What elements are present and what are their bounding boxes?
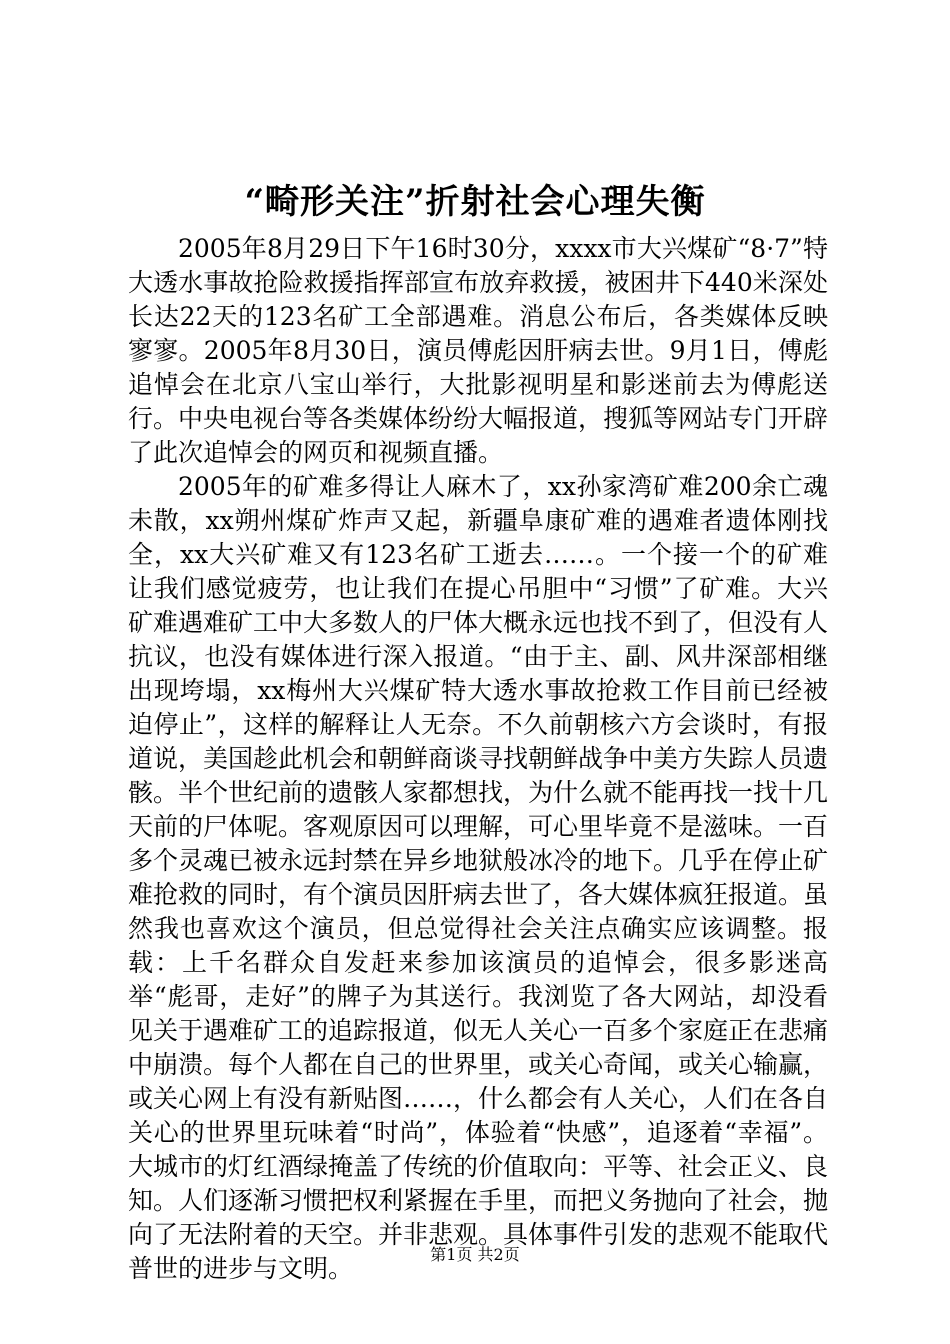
document-body bbox=[128, 232, 828, 1286]
document-title: “畸形关注”折射社会心理失衡 bbox=[244, 182, 706, 222]
body-paragraph-2: 2005年的矿难多得让人麻木了，xx孙家湾矿难200余亡魂未散，xx朔州煤矿炸声又起，新疆阜康矿难的遇难者遗体刚找全，xx大兴矿难又有123名矿工逝去……。一个接一个的矿难让我们感觉疲劳，也让我们在提心吊胆中“习惯”了矿难。大兴矿难遇难矿工中大多数人的尸体大概永远也找不到了，但没有人抗议，也没有媒体进行深入报道。“由于主、副、风井深部相继出现垮塌，xx梅州大兴煤矿特大透水事故抢救工作目前已经被迫停止”，这样的解释让人无奈。不久前朝核六方会谈时，有报道说，美国趁此机会和朝鲜商谈寻找朝鲜战争中美方失踪人员遗骸。半个世纪前的遗骸人家都想找，为什么就不能再找一找十几天前的尸体呢。客观原因可以理解，可心里毕竟不是滋味。一百多个灵魂已被永远封禁在异乡地狱般冰冷的地下。几乎在停止矿难抢救的同时，有个演员因肝病去世了，各大媒体疯狂报道。虽然我也喜欢这个演员，但总觉得社会关注点确实应该调整。报载：上千名群众自发赶来参加该演员的追悼会，很多影迷高举“彪哥，走好”的牌子为其送行。我浏览了各大网站，却没看见关于遇难矿工的追踪报道，似无人关心一百多个家庭正在悲痛中崩溃。每个人都在自己的世界里，或关心奇闻，或关心输赢，或关心网上有没有新贴图……，什么都会有人关心，人们在各自关心的世界里玩味着“时尚”，体验着“快感”，追逐着“幸福”。大城市的灯红酒绿掩盖了传统的价值取向：平等、社会正义、良知。人们逐渐习惯把权利紧握在手里，而把义务抛向了社会，抛向了无法附着的天空。并非悲观。具体事件引发的悲观不能取代普世的进步与文明。 bbox=[128, 472, 829, 1283]
page-number-footer: 第1页 共2页 bbox=[430, 1245, 520, 1264]
body-paragraph-1: 2005年8月29日下午16时30分，xxxx市大兴煤矿“8·7”特大透水事故抢险救援指挥部宣布放弃救援，被困井下440米深处长达22天的123名矿工全部遇难。消息公布后，各类媒体反映寥寥。2005年8月30日，演员傅彪因肝病去世。9月1日，傅彪追悼会在北京八宝山举行，大批影视明星和影迷前去为傅彪送行。中央电视台等各类媒体纷纷大幅报道，搜狐等网站专门开辟了此次追悼会的网页和视频直播。 bbox=[128, 234, 829, 467]
